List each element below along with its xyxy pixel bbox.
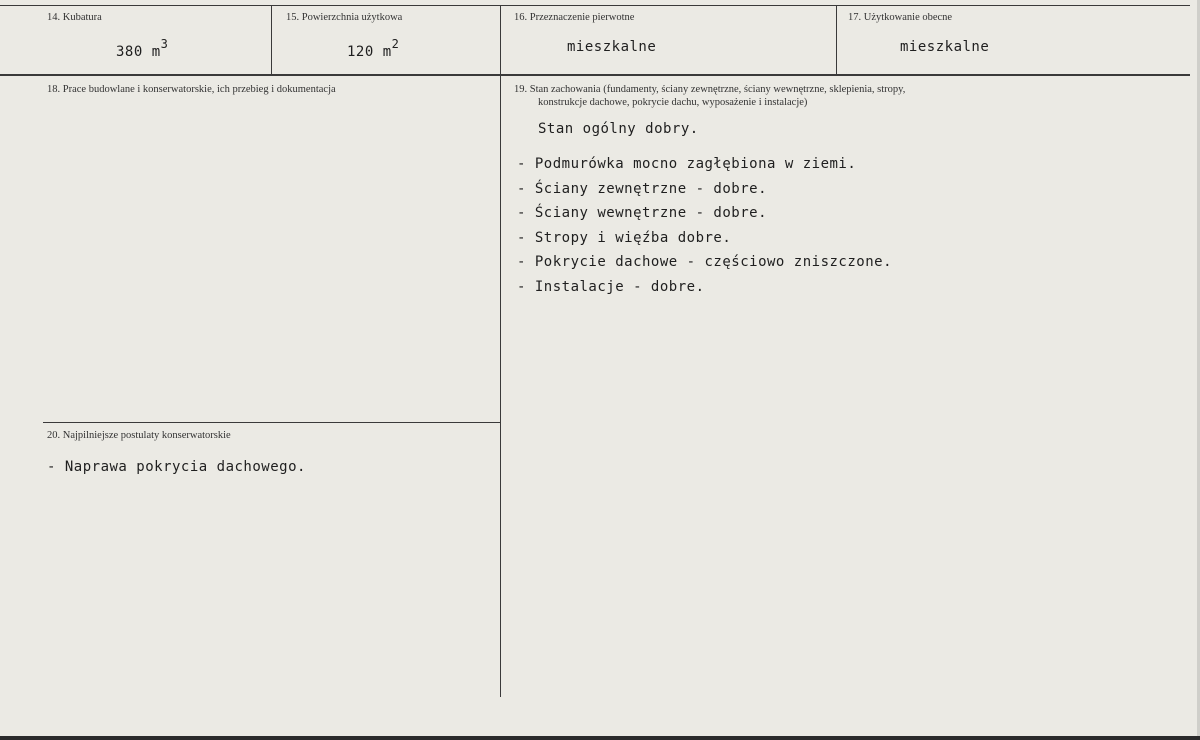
section19-item: - Ściany wewnętrzne - dobre. (517, 205, 768, 221)
section19-item: - Instalacje - dobre. (517, 278, 705, 295)
header-divider-2 (500, 5, 501, 75)
section19-item: - Podmurówka mocno zagłębiona w ziemi. (517, 156, 857, 172)
section19-item: - Pokrycie dachowe - częściowo zniszczone. (517, 254, 893, 270)
header-divider-1 (271, 5, 272, 75)
powierzchnia-value-text: 120 m (347, 44, 392, 60)
header-divider-3 (836, 5, 837, 75)
section19-items-list (517, 152, 892, 299)
section19-label-line2: konstrukcje dachowe, pokrycie dachu, wyposażenie i instalacje) (538, 97, 808, 108)
kubatura-label: 14. Kubatura (47, 12, 102, 23)
left-section-divider (43, 422, 500, 423)
kubatura-value (116, 37, 168, 60)
przeznaczenie-label: 16. Przeznaczenie pierwotne (514, 12, 635, 23)
kubatura-value-text: 380 m (116, 44, 161, 60)
section20-item: - Naprawa pokrycia dachowego. (47, 459, 306, 475)
bottom-page-edge (0, 736, 1200, 740)
uzytkowanie-value: mieszkalne (900, 39, 990, 55)
section20-label: 20. Najpilniejsze postulaty konserwatorskie (47, 430, 231, 441)
top-border-line (0, 5, 1190, 6)
section19-item: - Stropy i więźba dobre. (517, 229, 732, 246)
przeznaczenie-value: mieszkalne (567, 39, 657, 55)
powierzchnia-exponent: 2 (391, 37, 400, 51)
kubatura-exponent: 3 (160, 37, 169, 51)
section18-label: 18. Prace budowlane i konserwatorskie, ich przebieg i dokumentacja (47, 84, 336, 95)
powierzchnia-label: 15. Powierzchnia użytkowa (286, 12, 403, 23)
uzytkowanie-label: 17. Użytkowanie obecne (848, 12, 953, 23)
powierzchnia-value (347, 37, 399, 60)
section19-summary: Stan ogólny dobry. (538, 121, 699, 137)
main-column-divider (500, 75, 501, 697)
section19-label-line1: 19. Stan zachowania (fundamenty, ściany zewnętrzne, ściany wewnętrzne, sklepienia, stropy, (514, 84, 906, 95)
header-row-bottom-line (0, 74, 1190, 76)
section19-item: - Ściany zewnętrzne - dobre. (517, 180, 768, 197)
